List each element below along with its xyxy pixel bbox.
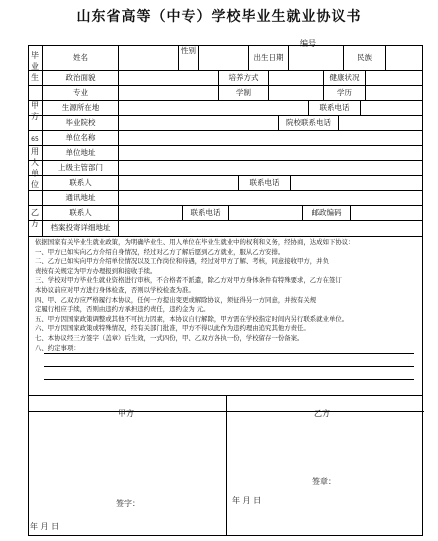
graduate-row-3 <box>29 86 422 101</box>
term-item: 定履行相应手续，否则由违约方承担违约责任，违约金为 元。 <box>35 305 210 314</box>
agreement-form-grid <box>28 45 423 237</box>
employer-side-prefix: 65 <box>31 136 39 143</box>
school-field[interactable] <box>119 116 279 130</box>
schooling-length-field[interactable] <box>269 86 324 100</box>
major-field[interactable] <box>119 86 219 100</box>
name-label: 姓名 <box>43 46 119 70</box>
graduate-row-1 <box>29 46 422 71</box>
employer-row-1 <box>29 131 422 146</box>
party-b-phone-label: 联系电话 <box>183 206 229 220</box>
school-phone-field[interactable] <box>339 116 422 130</box>
origin-address-field[interactable] <box>119 101 309 115</box>
gender-label: 性别 <box>179 46 199 70</box>
gender-field[interactable] <box>199 46 249 70</box>
archive-address-label: 档案投寄详细地址 <box>43 221 119 236</box>
education-level-field[interactable] <box>366 86 422 100</box>
party-a-side-label: 甲方 <box>31 101 39 121</box>
agreed-matters-line[interactable] <box>44 366 414 367</box>
birth-date-label: 出生日期 <box>249 46 289 70</box>
party-b-heading: 乙方 <box>314 409 330 418</box>
unit-name-label: 单位名称 <box>43 131 119 145</box>
term-item: 七、本协议经三方签字（盖章）后生效，一式四份，甲、乙双方各执一份，学校留存一份备案。 <box>35 333 304 342</box>
ethnicity-label: 民族 <box>344 46 386 70</box>
training-mode-field[interactable] <box>269 71 324 85</box>
party-a-signature[interactable]: 签字： <box>116 499 140 508</box>
party-b-phone-field[interactable] <box>229 206 303 220</box>
political-status-label: 政治面貌 <box>43 71 119 85</box>
major-label: 专业 <box>43 86 119 100</box>
graduate-row-2 <box>29 71 422 86</box>
unit-name-field[interactable] <box>119 131 422 145</box>
health-label: 健康状况 <box>324 71 366 85</box>
party-b-signature[interactable]: 签章： <box>312 477 336 486</box>
supervisor-field[interactable] <box>119 161 422 175</box>
party-a-date[interactable]: 年 月 日 <box>30 522 60 531</box>
term-item: 六、甲方因国家政策或特殊情况，经有关部门批准，甲方不得以此作为违约理由追究其他方责任。 <box>35 324 310 333</box>
agreement-terms <box>28 233 423 396</box>
political-status-field[interactable] <box>119 71 219 85</box>
document-title: 山东省高等（中专）学校毕业生就业协议书 <box>76 9 362 25</box>
agreed-matters-line[interactable] <box>44 379 414 380</box>
supervisor-label: 上级主管部门 <box>43 161 119 175</box>
party-a-row-1 <box>29 101 422 116</box>
postcode-field[interactable] <box>351 206 422 220</box>
party-b-side-label: 乙方 <box>31 208 39 228</box>
school-label: 毕业院校 <box>43 116 119 130</box>
unit-address-label: 单位地址 <box>43 146 119 160</box>
employer-row-3 <box>29 161 422 176</box>
party-b-row-1 <box>29 206 422 221</box>
term-item: 一、甲方已如实向乙方介绍自身情况，经过对乙方了解后愿到乙方就业，服从乙方安排。 <box>35 247 285 256</box>
contact-phone-label: 联系电话 <box>309 101 361 115</box>
employer-phone-label: 联系电话 <box>239 176 291 190</box>
mailing-address-field[interactable] <box>119 191 422 205</box>
employer-side-label: 用人单位 <box>31 147 39 189</box>
contact-phone-field[interactable] <box>361 101 422 115</box>
party-b-date[interactable]: 年 月 日 <box>232 496 262 505</box>
serial-number-label: 编号 <box>300 39 316 48</box>
party-b-contact-field[interactable] <box>119 206 183 220</box>
origin-address-label: 生源所在地 <box>43 101 119 115</box>
birth-date-field[interactable] <box>289 46 344 70</box>
term-item: 责按有关规定为甲方办理报到和接收手续。 <box>35 266 157 275</box>
agreed-matters-line[interactable] <box>44 353 414 354</box>
term-item: 八、约定事项： <box>35 343 80 352</box>
training-mode-label: 培养方式 <box>219 71 269 85</box>
school-phone-label: 院校联系电话 <box>279 116 339 130</box>
term-item: 四、甲、乙双方应严格履行本协议，任何一方提出变更或解除协议，须征得另一方同意，并按有关规 <box>35 295 317 304</box>
graduate-side-label: 毕业生 <box>31 51 39 82</box>
health-field[interactable] <box>366 71 422 85</box>
term-item: 本协议前应对甲方进行身体检查，否则以学校检查为准。 <box>35 285 195 294</box>
name-field[interactable] <box>119 46 179 70</box>
unit-address-field[interactable] <box>119 146 422 160</box>
postcode-label: 邮政编码 <box>303 206 351 220</box>
term-item: 二、乙方已如实向甲方介绍单位情况以及工作岗位和待遇，经过对甲方了解、考核，同意接收甲方，并负 <box>35 257 329 266</box>
employer-row-5 <box>29 191 422 206</box>
term-item: 五、甲方因国家政策调整或其他不可抗力因素，本协议自行解除，甲方需在学校指定时间内另行联系就业单位。 <box>35 314 349 323</box>
party-b-contact-label: 联系人 <box>43 206 119 220</box>
employer-row-2 <box>29 146 422 161</box>
employer-row-4 <box>29 176 422 191</box>
mailing-address-label: 通讯地址 <box>43 191 119 205</box>
party-a-row-2 <box>29 116 422 131</box>
contact-person-field[interactable] <box>119 176 239 190</box>
terms-intro: 依据国家有关毕业生就业政策，为明确毕业生、用人单位在毕业生就业中的权利和义务，经协商，达成如下协议： <box>35 238 355 246</box>
contact-person-label: 联系人 <box>43 176 119 190</box>
term-item: 三、学校对甲方毕业生就业资格进行审核，不合格者不派遣，除乙方对甲方身体条件有特殊要求，乙方在签订 <box>35 276 342 285</box>
signature-block <box>28 396 423 536</box>
schooling-length-label: 学制 <box>219 86 269 100</box>
party-a-heading: 甲方 <box>118 409 134 418</box>
employer-phone-field[interactable] <box>291 176 422 190</box>
ethnicity-field[interactable] <box>386 46 422 70</box>
education-level-label: 学历 <box>324 86 366 100</box>
